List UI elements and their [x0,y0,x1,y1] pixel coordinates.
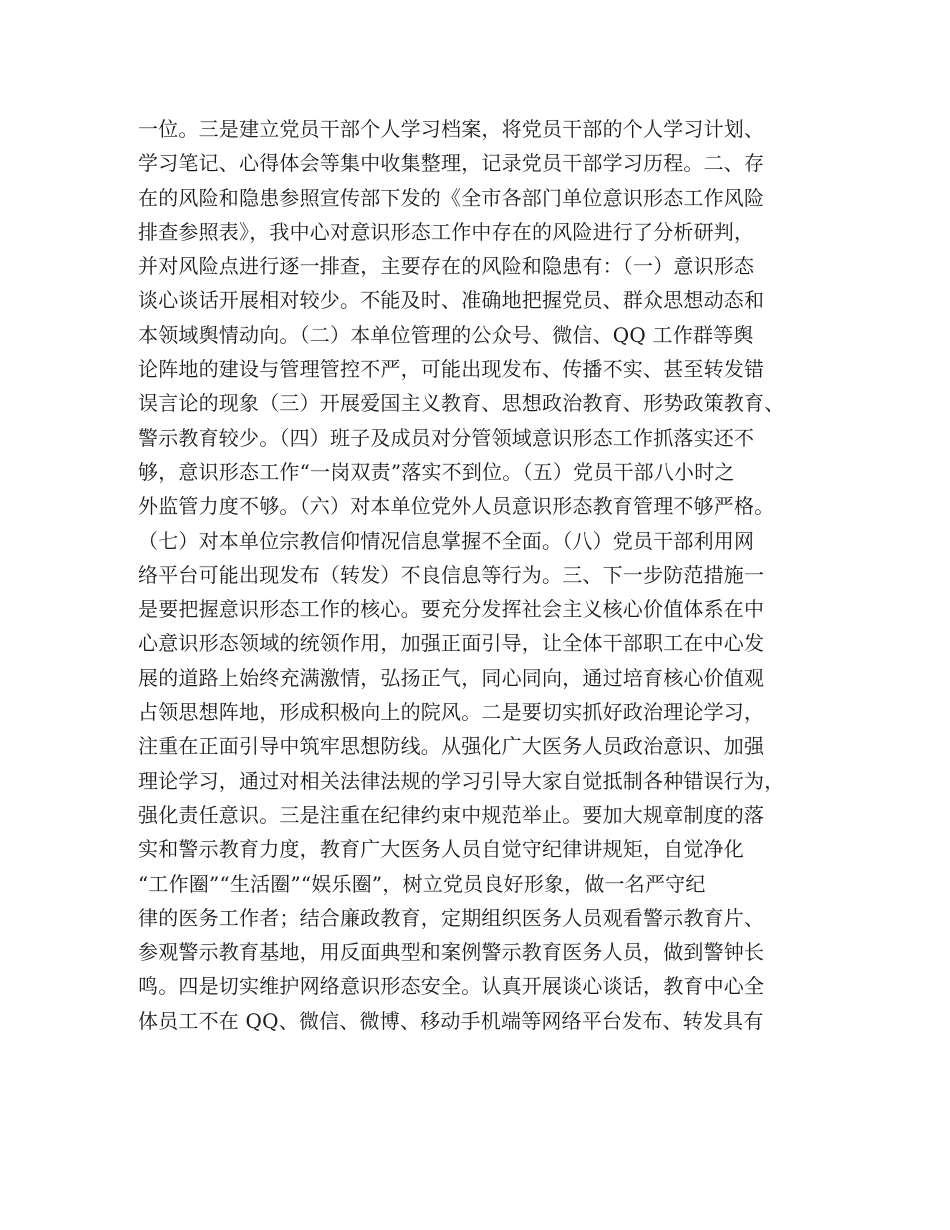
text-line: 络平台可能出现发布（转发）不良信息等行为。三、下一步防范措施一 [138,562,765,587]
text-line: 一位。三是建立党员干部个人学习档案，将党员干部的个人学习计划、 [138,117,765,141]
text-line: （七）对本单位宗教信仰情况信息掌握不全面。（八）党员干部利用网 [138,528,755,553]
body-text [138,112,828,1038]
text-line: 律的医务工作者；结合廉政教育，定期组织医务人员观看警示教育片、 [138,905,765,930]
text-line: 鸣。四是切实维护网络意识形态安全。认真开展谈心谈话，教育中心全 [138,974,765,999]
text-line: 论阵地的建设与管理管控不严，可能出现发布、传播不实、甚至转发错 [138,357,765,382]
text-line: 外监管力度不够。（六）对本单位党外人员意识形态教育管理不够严格。 [138,494,775,519]
text-line: 体员工不在 QQ、微信、微博、移动手机端等网络平台发布、转发具有 [138,1008,764,1033]
text-line: 理论学习，通过对相关法律法规的学习引导大家自觉抵制各种错误行为， [138,768,785,793]
text-line: 心意识形态领域的统领作用，加强正面引导，让全体干部职工在中心发 [138,631,765,656]
text-line: 占领思想阵地，形成积极向上的院风。二是要切实抓好政治理论学习， [138,700,765,725]
text-line: 本领域舆情动向。（二）本单位管理的公众号、微信、QQ 工作群等舆 [138,322,754,347]
text-line: 警示教育较少。（四）班子及成员对分管领域意识形态工作抓落实还不 [138,425,755,450]
text-line: 是要把握意识形态工作的核心。要充分发挥社会主义核心价值体系在中 [138,597,765,622]
text-line: 参观警示教育基地，用反面典型和案例警示教育医务人员，做到警钟长 [138,940,765,965]
text-line: 学习笔记、心得体会等集中收集整理，记录党员干部学习历程。二、存 [138,151,765,176]
text-line: 排查参照表》，我中心对意识形态工作中存在的风险进行了分析研判， [138,219,755,244]
text-line: 实和警示教育力度，教育广大医务人员自觉守纪律讲规矩，自觉净化 [138,837,744,862]
text-line: 强化责任意识。三是注重在纪律约束中规范举止。要加大规章制度的落 [138,802,765,827]
text-line: 误言论的现象（三）开展爱国主义教育、思想政治教育、形势政策教育、 [138,391,785,416]
text-line: 够，意识形态工作“一岗双责”落实不到位。（五）党员干部八小时之 [138,459,735,484]
text-line: 谈心谈话开展相对较少。不能及时、准确地把握党员、群众思想动态和 [138,288,765,313]
text-line: 展的道路上始终充满激情，弘扬正气，同心同向，通过培育核心价值观 [138,665,765,690]
text-line: 并对风险点进行逐一排查，主要存在的风险和隐患有：（一）意识形态 [138,254,755,279]
text-line: 注重在正面引导中筑牢思想防线。从强化广大医务人员政治意识、加强 [138,734,765,759]
text-line: “工作圈”“生活圈”“娱乐圈”，树立党员良好形象，做一名严守纪 [138,871,706,896]
text-line: 在的风险和隐患参照宣传部下发的《全市各部门单位意识形态工作风险 [138,185,765,210]
